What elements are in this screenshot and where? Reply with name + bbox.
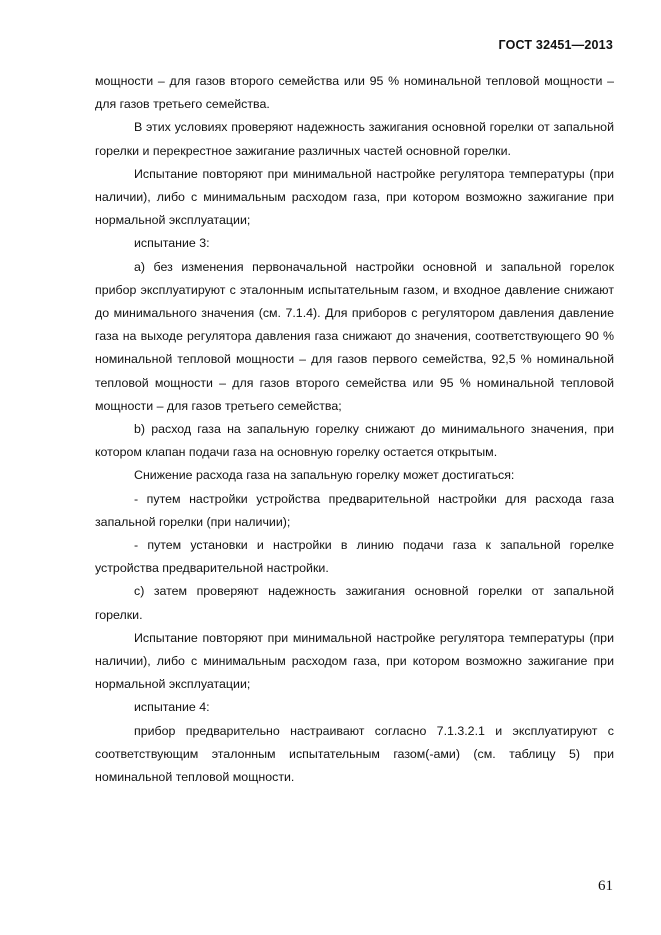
paragraph: с) затем проверяют надежность зажигания основной горелки от запальной горелки. xyxy=(95,584,614,622)
paragraph: Испытание повторяют при минимальной настройке регулятора температуры (при наличии), либо с минимальным расходом газа, при котором возможно зажигание при нормальной эксплуатации; xyxy=(95,166,614,228)
paragraph: - путем установки и настройки в линию подачи газа к запальной горелке устройства предварительной настройки. xyxy=(95,538,614,576)
paragraph: В этих условиях проверяют надежность зажигания основной горелки от запальной горелки и перекрестное зажигание различных частей основной горелки. xyxy=(95,120,614,158)
paragraph: Испытание повторяют при минимальной настройке регулятора температуры (при наличии), либо с минимальным расходом газа, при котором возможно зажигание при нормальной эксплуатации; xyxy=(95,630,614,692)
paragraph: - путем настройки устройства предварительной настройки для расхода газа запальной горелки (при наличии); xyxy=(95,491,614,529)
paragraph: испытание 3: xyxy=(134,236,210,251)
paragraph: b) расход газа на запальную горелку снижают до минимального значения, при котором клапан подачи газа на основную горелку остается открытым. xyxy=(95,422,614,460)
paragraph: мощности – для газов второго семейства или 95 % номинальной тепловой мощности – для газов третьего семейства. xyxy=(95,74,614,112)
paragraph: испытание 4: xyxy=(134,700,210,715)
page-number: 61 xyxy=(598,878,613,894)
body-text xyxy=(95,70,614,789)
paragraph: а) без изменения первоначальной настройки основной и запальной горелок прибор эксплуатируют с эталонным испытательным газом, и входное давление снижают до минимального значения (см. 7.1.4). Для приборов с регулятором давления давление газа на выходе регулятора давления газа снижают до значения, соответствующего 90 % номинальной тепловой мощности – для газов первого семейства, 92,5 % номинальной тепловой мощности – для газов второго семейства или 95 % номинальной тепловой мощности – для газов третьего семейства; xyxy=(95,259,614,413)
standard-header: ГОСТ 32451—2013 xyxy=(498,38,613,52)
paragraph: Снижение расхода газа на запальную горелку может достигаться: xyxy=(134,468,515,483)
paragraph: прибор предварительно настраивают согласно 7.1.3.2.1 и эксплуатируют с соответствующим эталонным испытательным газом(-ами) (см. таблицу 5) при номинальной тепловой мощности. xyxy=(95,723,614,785)
